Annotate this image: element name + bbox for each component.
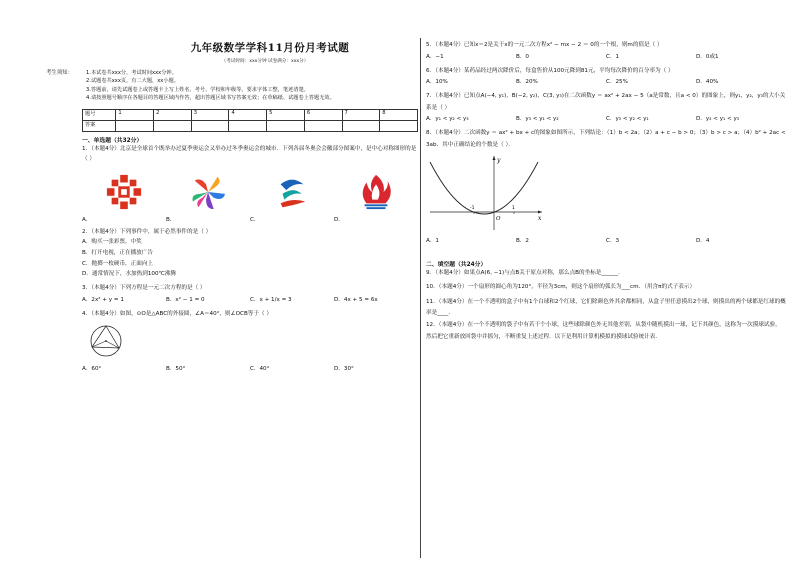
option-b[interactable]: B．打开电视，正在播放广告 xyxy=(82,250,153,256)
option-d[interactable]: D．4 xyxy=(696,237,710,244)
q1-options xyxy=(82,215,418,223)
answer-cell[interactable] xyxy=(342,120,380,131)
option-c[interactable]: C． xyxy=(250,216,260,223)
logo-a-icon xyxy=(105,173,143,211)
option-b[interactable]: B． xyxy=(166,216,176,223)
option-c[interactable]: C．1 xyxy=(606,53,620,60)
question-2: 2．（本题4分）下列事件中，属于必然事件的是（ ） xyxy=(82,228,212,235)
notice-line: 1.本试卷共xxx分，考试时间xxx分钟。 xyxy=(86,70,177,76)
option-c[interactable]: C．y₃ < y₂ < y₁ xyxy=(606,116,649,123)
table-cell: 4 xyxy=(229,109,267,120)
circumcircle-figure xyxy=(86,322,126,360)
y-axis-label: y xyxy=(497,156,501,164)
q6-options xyxy=(426,77,786,88)
option-a[interactable]: A．2x² + y = 1 xyxy=(82,297,124,304)
notice-block xyxy=(46,69,418,103)
answer-table xyxy=(82,109,418,132)
right-column xyxy=(426,40,786,343)
notice-line: 3.答题前，请先试题卷上或答题卡上写上姓名、考号、学校和年级等。要求字体工整，笔迹清楚。 xyxy=(86,86,309,93)
table-cell: 5 xyxy=(267,109,305,120)
table-cell: 7 xyxy=(342,109,380,120)
answer-cell[interactable] xyxy=(191,120,229,131)
question-7: 7．（本题4分）已知点A(−4, y₁)，B(−2, y₂)，C(3, y₃)在二次函数y ＝ ax² + 2ax − 5（a是常数，且a < 0）的图象上，则y₁，y₂，y₃的大小关系是（ ） xyxy=(426,93,786,111)
table-cell: 3 xyxy=(191,109,229,120)
q8-options xyxy=(426,236,786,247)
exam-subtitle: （考试时间：xxx分钟 试卷满分：xxx分） xyxy=(221,59,309,64)
question-6: 6．（本题4分）某药品经过两次降价后，每盒售价从100元降到81元，平均每次降价的百分率为（ ） xyxy=(426,67,674,74)
answer-cell[interactable] xyxy=(229,120,267,131)
q3-options xyxy=(82,295,418,306)
answer-cell[interactable] xyxy=(304,120,342,131)
option-c[interactable]: C．3 xyxy=(606,237,620,244)
question-5: 5．（本题4分）已知x＝2是关于x的一元二次方程x² − mx − 2 ＝ 0的一个根，则m的值是（ ） xyxy=(426,42,663,48)
option-b[interactable]: B．0 xyxy=(516,53,529,60)
x-axis-label: x xyxy=(538,214,542,222)
q1-logo-row xyxy=(82,171,418,213)
option-a[interactable]: A． xyxy=(82,216,92,223)
table-header-cell: 题号 xyxy=(83,109,116,120)
option-a[interactable]: A．60° xyxy=(82,365,102,372)
logo-d-icon xyxy=(357,173,395,211)
option-c[interactable]: C．40° xyxy=(250,365,270,372)
table-cell: 8 xyxy=(380,109,418,120)
question-9: 9．（本题4分）如果点A(6, −1)与点B关于原点对称，那么点B的坐标是______. xyxy=(426,269,620,276)
left-column xyxy=(46,40,418,375)
question-8: 8．（本题4分）二次函数y ＝ ax² + bx + c的图象如图所示，下列结论：（1）b < 2a；（2）a + c − b > 0；（3）b > c > a；（4）b² + 2ac < 3ab．其中正确结论的个数是（ ）． xyxy=(426,130,786,148)
option-d[interactable]: D．y₂ < y₁ < y₃ xyxy=(696,116,740,123)
option-b[interactable]: B．y₃ < y₁ < y₂ xyxy=(516,116,559,123)
option-d[interactable]: D． xyxy=(334,216,344,223)
option-b[interactable]: B．x² − 1 = 0 xyxy=(166,297,205,304)
option-d[interactable]: D．40% xyxy=(696,79,719,86)
option-b[interactable]: B．20% xyxy=(516,79,538,86)
notice-line: 4.请按照题号顺序在各题目的答题区域内作答，超出答题区域书写答案无效；在草稿纸、试题卷上答题无效。 xyxy=(86,95,335,102)
q4-options xyxy=(82,364,418,375)
answer-cell[interactable] xyxy=(267,120,305,131)
answer-cell[interactable] xyxy=(116,120,154,131)
option-d[interactable]: D．4x + 5 = 6x xyxy=(334,297,378,304)
notice-line: 2.试题卷共xxx页，有二大题，xx小题。 xyxy=(86,78,179,85)
question-1: 1．（本题4分）北京是全球首个既举办过夏季奥运会又举办过冬季奥运会的城市．下列各届冬奥会会徽部分图案中，是中心对称图形的是（ ） xyxy=(82,145,417,163)
q7-options xyxy=(426,114,786,125)
option-b[interactable]: B．2 xyxy=(516,237,529,244)
option-d[interactable]: D．通常情况下，水加热到100℃沸腾 xyxy=(82,271,176,278)
question-10: 10．（本题4分）一个扇形的圆心角为120°，半径为3cm，则这个扇形的弧长为___cm．（用含π的式子表示） xyxy=(426,284,696,291)
option-c[interactable]: C．抛掷一枚硬币，正面向上 xyxy=(82,260,154,267)
logo-b-icon xyxy=(189,173,227,211)
question-11: 11．（本题4分）在一个不透明的盒子中有1个白球和2个红球，它们除颜色外其余都相同，从盒子里任意摸出2个球，则摸出的两个球都是红球的概率是____. xyxy=(426,298,786,317)
table-cell: 2 xyxy=(154,109,192,120)
q5-options xyxy=(426,52,786,63)
option-d[interactable]: D．30° xyxy=(334,365,354,372)
option-c[interactable]: C．x + 1/x = 3 xyxy=(250,297,292,304)
option-c[interactable]: C．25% xyxy=(606,79,628,86)
option-a[interactable]: A．10% xyxy=(426,79,448,86)
question-12: 12．（本题4分）在一个不透明的袋子中有若干个小球，这些球除颜色外无其他差别，从袋中随机摸出一球，记下其颜色，这称为一次摸球试验，然后把它重新放回袋中并摇匀，不断重复上述过程．以下是利用计算机模拟的摸球试验统计表． xyxy=(426,321,781,340)
option-a[interactable]: A．1 xyxy=(426,237,439,244)
origin-label: O xyxy=(496,215,501,222)
table-row xyxy=(83,120,418,131)
question-4: 4．（本题4分）如图，⊙O是△ABC的外接圆，∠A＝40°，则∠OCB等于（ ） xyxy=(82,311,272,318)
exam-title: 九年级数学学科11月份月考试题 xyxy=(190,42,350,54)
answer-cell[interactable] xyxy=(154,120,192,131)
section-title: 二、填空题（共24分） xyxy=(426,261,487,268)
option-a[interactable]: A．−1 xyxy=(426,53,444,60)
tick-label-1: 1 xyxy=(512,205,515,211)
table-row xyxy=(83,109,418,120)
parabola-graph xyxy=(426,154,546,232)
notice-label: 考生须知： xyxy=(46,70,73,76)
option-a[interactable]: A．y₁ < y₂ < y₃ xyxy=(426,116,469,123)
option-d[interactable]: D．0或1 xyxy=(696,53,719,60)
logo-c-icon xyxy=(273,173,311,211)
column-divider xyxy=(420,38,421,558)
question-3: 3．（本题4分）下列方程是一元二次方程的是（ ） xyxy=(82,284,206,291)
tick-label-neg1: -1 xyxy=(470,205,475,211)
table-cell: 1 xyxy=(116,109,154,120)
table-header-cell: 答案 xyxy=(83,120,116,131)
section-title: 一、单选题（共32分） xyxy=(82,137,143,144)
table-cell: 6 xyxy=(304,109,342,120)
answer-cell[interactable] xyxy=(380,120,418,131)
option-a[interactable]: A．购买一张彩票，中奖 xyxy=(82,239,142,246)
option-b[interactable]: B．50° xyxy=(166,365,186,372)
